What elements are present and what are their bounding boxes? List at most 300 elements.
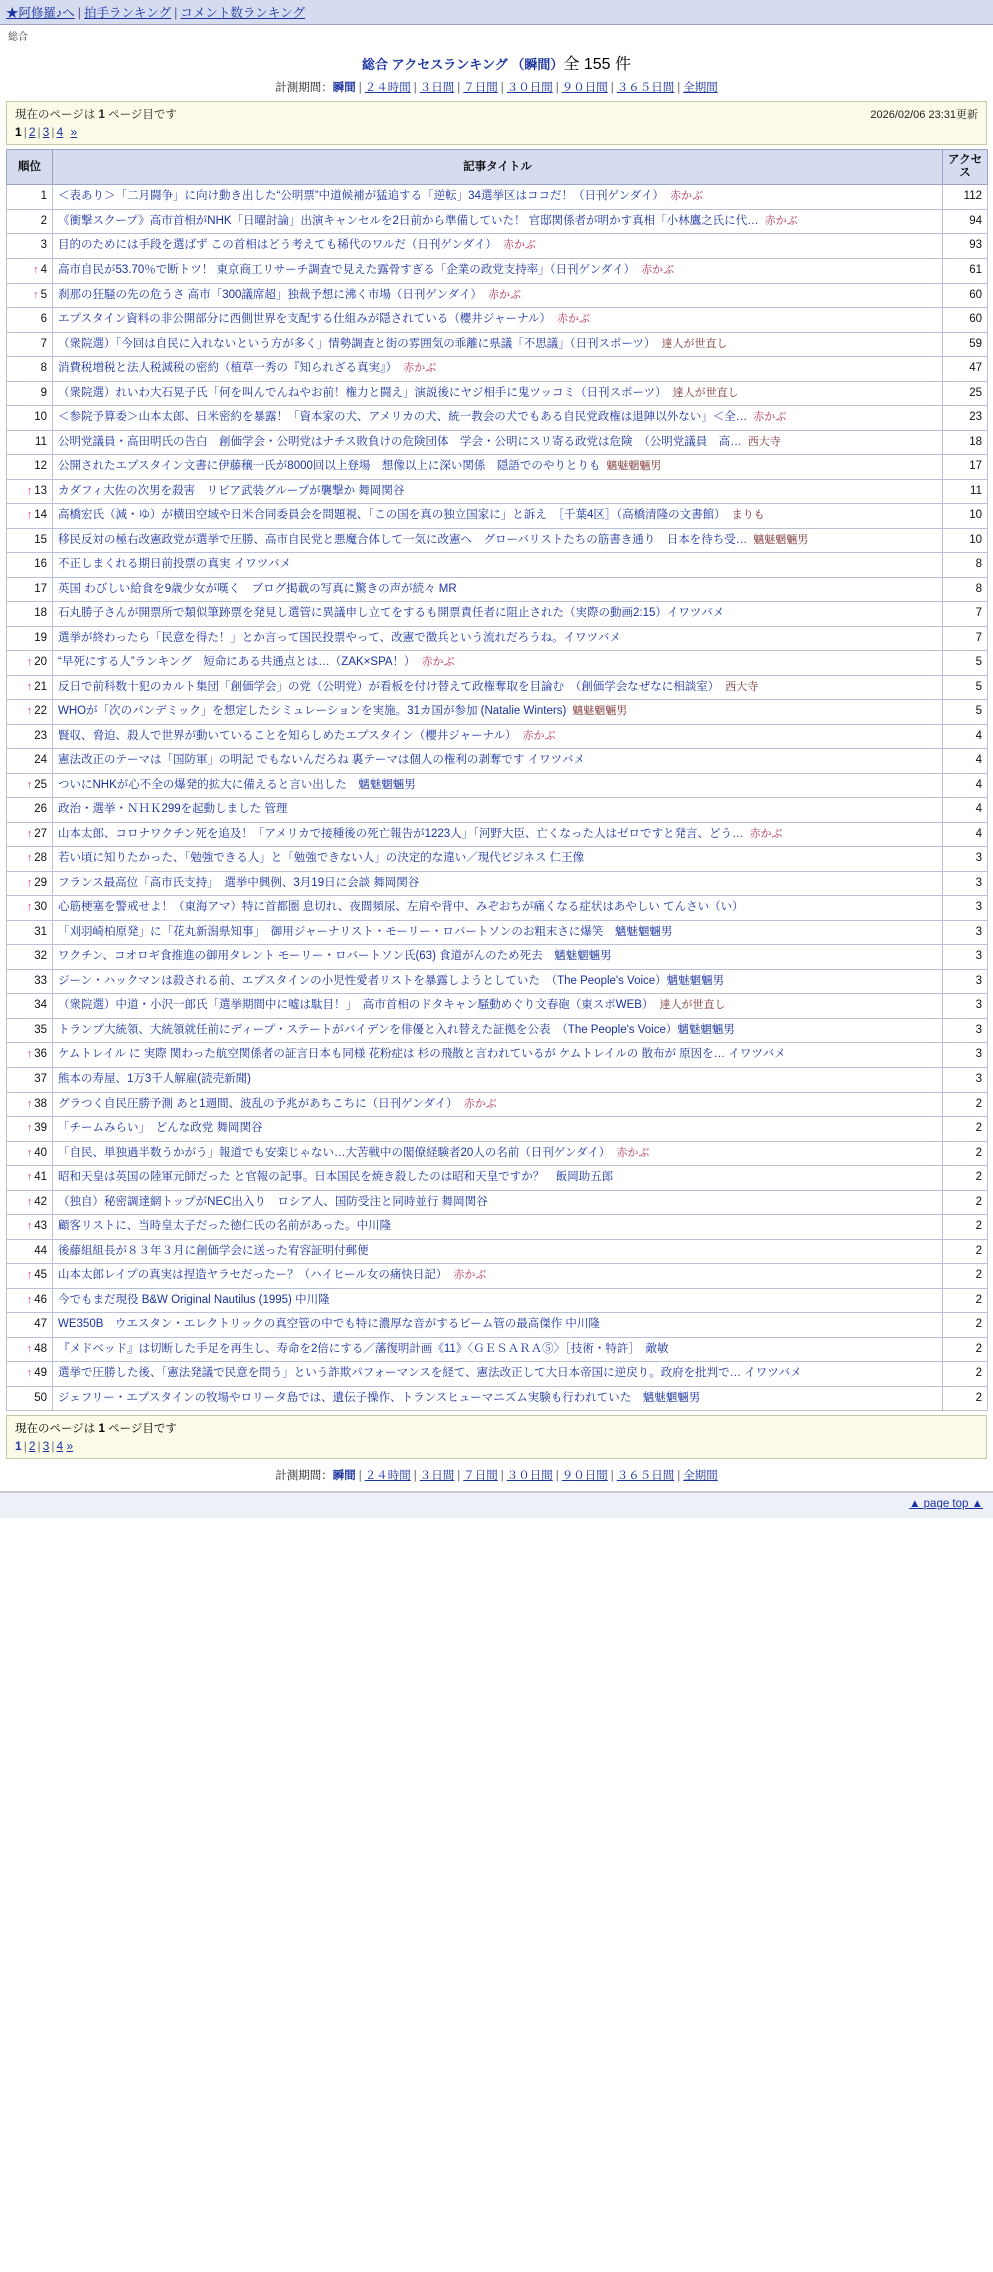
rank-up-arrow-icon: ↑ (26, 852, 33, 865)
page-title-wrap (0, 45, 993, 76)
access-count-cell: 7 (943, 602, 988, 627)
article-title-link[interactable]: 消費税増税と法人税減税の密約（植草一秀の『知られざる真実』） (58, 362, 398, 375)
title-cell (53, 994, 943, 1019)
period-bar: | (500, 82, 504, 94)
article-title-link[interactable]: ついにNHKが心不全の爆発的拡大に備えると言い出した 魑魅魍魎男 (58, 778, 416, 791)
title-cell (53, 1215, 943, 1240)
table-row (7, 479, 988, 504)
article-title-link[interactable]: ケムトレイル に 実際 関わった航空関係者の証言日本も同様 花粉症は 杉の飛散と言われているが ケムトレイルの 散布が 原因を… イワツバメ (58, 1048, 786, 1061)
rank-number: 36 (34, 1048, 47, 1061)
rank-number: 39 (34, 1122, 47, 1135)
table-row (7, 1337, 988, 1362)
rank-number: 21 (34, 680, 47, 693)
access-count-cell: 18 (943, 430, 988, 455)
title-cell (53, 381, 943, 406)
access-count-cell: 5 (943, 651, 988, 676)
period-option-365d[interactable]: ３６５日間 (616, 82, 675, 94)
article-author: 魑魅魍魎男 (753, 533, 809, 546)
article-title-link[interactable]: 顧客リストに、当時皇太子だった徳仁氏の名前があった。中川隆 (58, 1220, 392, 1233)
table-row (7, 675, 988, 700)
access-count-cell: 2 (943, 1117, 988, 1142)
article-author: 赤かぶ (670, 190, 704, 203)
pager-bar: | (51, 1439, 55, 1454)
update-timestamp: 2026/02/06 23:31更新 (870, 109, 978, 121)
table-row (7, 577, 988, 602)
column-header-access: アクセス (943, 150, 988, 185)
article-author: 赤かぶ (522, 729, 556, 742)
article-title-link[interactable]: 高橋宏氏（減・ゆ）が横田空域や日米合同委員会を問題視、「この国を真の独立国家に」と訴え ［千葉4区］（高橋清隆の文書館） (58, 509, 726, 522)
article-title-link[interactable]: 政治・選挙・ＮＨＫ299を起動しました 管理 (58, 803, 288, 816)
table-row (7, 1166, 988, 1191)
column-header-rank: 順位 (7, 150, 53, 185)
article-title-link[interactable]: トランプ大統領、大統領就任前にディープ・ステートがバイデンを俳優と入れ替えた証拠を公表 （The People's Voice）魑魅魍魎男 (58, 1023, 735, 1036)
article-title-link[interactable]: 目的のためには手段を選ばず この首相はどう考えても稀代のワルだ（日刊ゲンダイ） (58, 239, 497, 252)
access-count-cell: 4 (943, 798, 988, 823)
rank-cell (7, 553, 53, 578)
period-option-30d-bottom[interactable]: ３０日間 (506, 1470, 553, 1483)
breadcrumb: 総合 (8, 32, 28, 43)
title-cell (53, 798, 943, 823)
period-option-30d[interactable]: ３０日間 (506, 82, 553, 94)
article-title-link[interactable]: 選挙で圧勝した後、「憲法発議で民意を問う」という詐欺パフォーマンスを経て、憲法改正して大日本帝国に逆戻り。政府を批判で… イワツバメ (58, 1367, 802, 1380)
article-title-link[interactable]: ＜参院予算委＞山本太郎、日米密約を暴露！「資本家の犬、アメリカの犬、統一教会の犬でもある自民党政権は退陣以外ない」＜全… (58, 411, 748, 424)
period-selector-bottom (0, 1459, 993, 1489)
page-link-4-bottom[interactable]: 4 (56, 1439, 64, 1454)
period-option-all-bottom[interactable]: 全期間 (683, 1470, 718, 1483)
title-cell (53, 724, 943, 749)
article-title-link[interactable]: 熊本の寿屋、1万3千人解雇(読売新聞) (58, 1073, 251, 1085)
page-info-box-top (6, 101, 987, 145)
table-row (7, 1362, 988, 1387)
access-count-cell: 61 (943, 258, 988, 283)
rank-number: 6 (40, 313, 47, 326)
rank-cell (7, 504, 53, 529)
title-cell (53, 406, 943, 431)
title-cell (53, 1288, 943, 1313)
title-cell (53, 1117, 943, 1142)
rank-number: 32 (34, 950, 47, 963)
rank-cell (7, 626, 53, 651)
article-title-link[interactable]: ワクチン、コオロギ食推進の御用タレント モーリー・ロバートソン氏(63) 食道がんのため死去 魑魅魍魎男 (58, 950, 612, 963)
title-cell (53, 675, 943, 700)
access-count-cell: 94 (943, 209, 988, 234)
table-row (7, 381, 988, 406)
page-link-2-bottom[interactable]: 2 (28, 1439, 36, 1454)
access-count-cell: 8 (943, 553, 988, 578)
article-title-link[interactable]: WHOが「次のパンデミック」を想定したシミュレーションを実施。31カ国が参加 (Natalie Winters) (58, 705, 567, 718)
rank-up-arrow-icon: ↑ (26, 1195, 33, 1208)
page-link-4[interactable]: 4 (56, 125, 64, 139)
article-title-link[interactable]: 刹那の狂騒の先の危うさ 高市「300議席超」独裁予想に沸く市場（日刊ゲンダイ） (58, 288, 482, 301)
rank-up-arrow-icon: ↑ (26, 484, 33, 497)
period-option-3d[interactable]: ３日間 (419, 82, 455, 94)
period-bar: | (413, 82, 417, 94)
period-option-all[interactable]: 全期間 (683, 82, 718, 94)
page-info-box-bottom (6, 1415, 987, 1459)
title-cell (53, 577, 943, 602)
title-cell (53, 749, 943, 774)
period-label: 計測期間： (275, 82, 333, 94)
access-count-cell: 4 (943, 773, 988, 798)
table-row (7, 700, 988, 725)
table-row (7, 1043, 988, 1068)
access-count-cell: 11 (943, 479, 988, 504)
page-link-3[interactable]: 3 (42, 125, 50, 139)
rank-cell (7, 1018, 53, 1043)
rank-number: 25 (34, 778, 47, 791)
article-title-link[interactable]: 反日で前科数十犯のカルト集団「創価学会」の党（公明党）が看板を付け替えて政権奪取を目論む （創価学会なぜなに相談室） (58, 680, 720, 693)
rank-up-arrow-icon: ↑ (26, 827, 33, 840)
title-cell (53, 258, 943, 283)
table-row (7, 969, 988, 994)
access-count-cell: 2 (943, 1288, 988, 1313)
article-title-link[interactable]: ジーン・ハックマンは殺される前、エプスタインの小児性愛者リストを暴露しようとしていた （The People's Voice）魑魅魍魎男 (58, 974, 725, 987)
rank-number: 29 (34, 876, 47, 889)
article-title-link[interactable]: WE350B ウエスタン・エレクトリックの真空管の中でも特に濃厚な音がするビーム管の最高傑作 中川隆 (58, 1318, 600, 1331)
article-title-link[interactable]: 昭和天皇は英国の陸軍元師だった と官報の記事。日本国民を焼き殺したのは昭和天皇ですか？ 飯岡助五郎 (58, 1171, 614, 1184)
current-page-info (15, 106, 978, 122)
rank-cell (7, 1043, 53, 1068)
rank-number: 45 (34, 1269, 47, 1282)
title-cell (53, 1166, 943, 1191)
page-top-link[interactable]: ▲ page top ▲ (909, 1498, 983, 1511)
rank-number: 34 (34, 999, 47, 1012)
article-title-link[interactable]: 選挙が終わったら「民意を得た！」とか言って国民投票やって、改憲で徴兵という流れだろうね。イワツバメ (58, 631, 621, 644)
rank-number: 2 (40, 214, 47, 227)
rank-cell (7, 308, 53, 333)
access-count-cell: 3 (943, 969, 988, 994)
article-title-link[interactable]: （独自）秘密調達網トップがNEC出入り ロシア人、国防受注と同時並行 舞岡関谷 (58, 1195, 488, 1208)
access-count-cell: 3 (943, 1068, 988, 1093)
title-cell (53, 920, 943, 945)
table-row (7, 283, 988, 308)
article-title-link[interactable]: ＜表あり＞「二月闘争」に向け動き出した“公明票”中道候補が猛追する「逆転」34選挙区はココだ！（日刊ゲンダイ） (58, 190, 665, 203)
period-option-7d-bottom[interactable]: ７日間 (463, 1470, 498, 1483)
article-author: 赤かぶ (463, 1097, 497, 1110)
title-cell (53, 1068, 943, 1093)
rank-up-arrow-icon: ↑ (26, 1146, 33, 1159)
table-row (7, 945, 988, 970)
table-row (7, 773, 988, 798)
current-page-suffix: ページ目です (104, 109, 177, 121)
current-page-info-bottom (15, 1420, 978, 1436)
article-title-link[interactable]: 公開されたエプスタイン文書に伊藤穣一氏が8000回以上登場 想像以上に深い関係 隠語でのやりとりも (58, 460, 601, 473)
period-selector-top (0, 76, 993, 101)
rank-cell (7, 602, 53, 627)
rank-up-arrow-icon: ↑ (26, 1342, 33, 1355)
rank-number: 8 (40, 362, 47, 375)
title-cell (53, 847, 943, 872)
article-title-link[interactable]: 山本太郎、コロナワクチン死を追及！「アメリカで接種後の死亡報告が1223人」「河野大臣、亡くなった人はゼロですと発言、どう… (58, 827, 744, 840)
rank-cell (7, 994, 53, 1019)
table-row (7, 455, 988, 480)
title-cell (53, 430, 943, 455)
rank-cell (7, 1239, 53, 1264)
rank-cell (7, 724, 53, 749)
table-row (7, 1313, 988, 1338)
article-title-link[interactable]: グラつく自民圧勝予測 あと1週間、波乱の予兆があちこちに（日刊ゲンダイ） (58, 1097, 458, 1110)
rank-cell (7, 332, 53, 357)
table-row (7, 1215, 988, 1240)
period-option-24h-bottom[interactable]: ２４時間 (364, 1470, 411, 1483)
title-cell (53, 479, 943, 504)
article-title-link[interactable]: （衆院選）中道・小沢一郎氏「選挙期間中に嘘は駄目！」 高市首相のドタキャン騒動めぐり文春砲（東スポWEB） (58, 999, 654, 1012)
table-row (7, 357, 988, 382)
rank-number: 13 (34, 484, 47, 497)
article-author: 達人が世直し (659, 999, 726, 1012)
rank-up-arrow-icon: ↑ (26, 901, 33, 914)
rank-number: 7 (40, 337, 47, 350)
article-author: 魑魅魍魎男 (572, 705, 628, 718)
title-cell (53, 455, 943, 480)
title-cell (53, 626, 943, 651)
pagination-top (15, 125, 978, 139)
article-title-link[interactable]: 公明党議員・高田明氏の告白 創価学会・公明党はナチス敗負けの危険団体 学会・公明にスリ寄る政党は危険 （公明党議員 高… (58, 435, 742, 448)
access-count-cell: 2 (943, 1190, 988, 1215)
article-title-link[interactable]: フランス最高位「高市氏支持」 選挙中興例、3月19日に会談 舞岡関谷 (58, 876, 420, 889)
article-title-link[interactable]: 『メドベッド』は切断した手足を再生し、寿命を2倍にする／藩復明計画《11》〈ＧＥＳＡＲＡ⑤〉［技術・特許］ 敵敏 (58, 1342, 669, 1355)
pagination-bottom (15, 1439, 978, 1453)
access-count-cell: 4 (943, 724, 988, 749)
rank-number: 50 (34, 1391, 47, 1404)
nav-link-applause-ranking[interactable]: 拍手ランキング (84, 6, 172, 20)
rank-cell (7, 479, 53, 504)
rank-cell (7, 1386, 53, 1411)
title-cell (53, 504, 943, 529)
title-cell (53, 1362, 943, 1387)
access-count-cell: 25 (943, 381, 988, 406)
title-cell (53, 185, 943, 210)
access-count-cell: 3 (943, 871, 988, 896)
page-link-2[interactable]: 2 (28, 125, 36, 139)
rank-number: 28 (34, 852, 47, 865)
rank-up-arrow-icon: ↑ (26, 1097, 33, 1110)
pager-bar: | (23, 125, 27, 139)
rank-cell (7, 700, 53, 725)
rank-number: 18 (34, 607, 47, 620)
table-row (7, 896, 988, 921)
table-row (7, 994, 988, 1019)
nav-link-asyura[interactable]: ★阿修羅♪へ (6, 6, 75, 20)
period-bar: | (457, 82, 461, 94)
access-count-cell: 2 (943, 1386, 988, 1411)
table-row (7, 602, 988, 627)
access-count-cell: 2 (943, 1264, 988, 1289)
period-option-90d[interactable]: ９０日間 (561, 82, 608, 94)
title-cell (53, 969, 943, 994)
period-current-bottom: 瞬間 (332, 1470, 356, 1483)
rank-number: 26 (34, 803, 47, 816)
rank-number: 5 (40, 288, 47, 301)
table-row (7, 504, 988, 529)
article-author: 赤かぶ (403, 362, 437, 375)
rank-cell (7, 430, 53, 455)
nav-link-comment-ranking[interactable]: コメント数ランキング (180, 6, 306, 20)
access-count-cell: 47 (943, 357, 988, 382)
access-count-cell: 7 (943, 626, 988, 651)
article-author: まりも (731, 509, 765, 522)
page-link-next[interactable]: » (70, 125, 78, 139)
table-row (7, 1117, 988, 1142)
rank-cell (7, 1068, 53, 1093)
table-row (7, 1239, 988, 1264)
rank-up-arrow-icon: ↑ (26, 1171, 33, 1184)
article-title-link[interactable]: 不正しまくれる期日前投票の真実 イワツバメ (58, 558, 291, 571)
rank-number: 30 (34, 901, 47, 914)
title-cell (53, 822, 943, 847)
page-title: 総合 アクセスランキング （瞬間） (361, 57, 564, 72)
rank-cell (7, 283, 53, 308)
article-title-link[interactable]: カダフィ大佐の次男を殺害 リビア武装グループが襲撃か 舞岡関谷 (58, 484, 405, 497)
rank-number: 10 (34, 411, 47, 424)
article-title-link[interactable]: 賢収、脅迫、殺人で世界が動いていることを知らしめたエプスタイン（櫻井ジャーナル） (58, 729, 517, 742)
table-row (7, 1092, 988, 1117)
period-bar: | (555, 1470, 559, 1483)
rank-up-arrow-icon: ↑ (26, 1048, 33, 1061)
article-title-link[interactable]: 高市自民が53.70％で断トツ！ 東京商工リサーチ調査で見えた露骨すぎる「企業の政党支持率」（日刊ゲンダイ） (58, 263, 636, 276)
access-count-cell: 8 (943, 577, 988, 602)
article-title-link[interactable]: 心筋梗塞を警戒せよ！（東海アマ）特に首都圏 息切れ、夜間頻尿、左肩や背中、みぞおちが痛くなる症状はあやしい てんさい（い） (58, 901, 744, 914)
total-count: 全 155 件 (563, 56, 632, 73)
article-author: 赤かぶ (616, 1146, 650, 1159)
title-cell (53, 945, 943, 970)
rank-up-arrow-icon: ↑ (26, 778, 33, 791)
rank-up-arrow-icon: ↑ (26, 1220, 33, 1233)
rank-number: 42 (34, 1195, 47, 1208)
rank-cell (7, 455, 53, 480)
article-title-link[interactable]: 後藤組組長が８３年３月に創価学会に送った宥容証明付郵便 (58, 1244, 369, 1257)
rank-number: 33 (34, 974, 47, 987)
article-title-link[interactable]: 「チームみらい」 どんな政党 舞岡関谷 (58, 1122, 263, 1135)
title-cell (53, 283, 943, 308)
title-cell (53, 896, 943, 921)
access-count-cell: 3 (943, 1018, 988, 1043)
page-link-3-bottom[interactable]: 3 (42, 1439, 50, 1454)
title-cell (53, 308, 943, 333)
rank-number: 44 (34, 1244, 47, 1257)
article-author: 達人が世直し (661, 337, 728, 350)
page-link-next-bottom[interactable]: » (66, 1439, 74, 1454)
access-count-cell: 3 (943, 920, 988, 945)
access-count-cell: 5 (943, 675, 988, 700)
access-count-cell: 3 (943, 994, 988, 1019)
ranking-table (6, 149, 988, 1411)
title-cell (53, 1190, 943, 1215)
article-title-link[interactable]: 「刈羽崎柏原発」に「花丸新潟県知事」 御用ジャーナリスト・モーリー・ロバートソンのお粗末さに爆笑 魑魅魍魎男 (58, 925, 673, 938)
table-row (7, 651, 988, 676)
period-option-3d-bottom[interactable]: ３日間 (419, 1470, 455, 1483)
title-cell (53, 1239, 943, 1264)
table-row (7, 308, 988, 333)
article-title-link[interactable]: エプスタイン資料の非公開部分に西側世界を支配する仕組みが隠されている（櫻井ジャーナル） (58, 313, 551, 326)
rank-cell (7, 357, 53, 382)
period-bar: | (358, 1470, 362, 1483)
access-count-cell: 3 (943, 896, 988, 921)
pager-bar: | (37, 1439, 41, 1454)
nav-separator: | (174, 6, 178, 20)
period-option-90d-bottom[interactable]: ９０日間 (561, 1470, 608, 1483)
table-row (7, 406, 988, 431)
article-title-link[interactable]: （衆院選）れいわ大石晃子氏「何を叫んでんねやお前！権力と闘え」演説後にヤジ相手に鬼ツッコミ（日刊スポーツ） (58, 386, 667, 399)
article-title-link[interactable]: 若い頃に知りたかった、「勉強できる人」と「勉強できない人」の決定的な違い／現代ビジネス 仁王像 (58, 852, 585, 865)
rank-number: 14 (34, 509, 47, 522)
article-title-link[interactable]: 憲法改正のテーマは「国防軍」の明記 でもないんだろね 裏テーマは個人の権利の剥奪です イワツバメ (58, 754, 585, 767)
table-row (7, 185, 988, 210)
article-author: 赤かぶ (753, 411, 787, 424)
rank-number: 49 (34, 1367, 47, 1380)
rank-cell (7, 896, 53, 921)
table-row (7, 798, 988, 823)
article-title-link[interactable]: ジェフリー・エプスタインの牧場やロリータ島では、遺伝子操作、トランスヒューマニズム実験も行われていた 魑魅魍魎男 (58, 1391, 701, 1404)
article-title-link[interactable]: 山本太郎レイプの真実は捏造ヤラセだったー？（ハイヒール女の痛快日記） (58, 1269, 448, 1282)
article-title-link[interactable]: 英国 わびしい給食を9歳少女が嘆く ブログ掲載の写真に驚きの声が続々 MR (58, 582, 457, 595)
table-row (7, 920, 988, 945)
article-title-link[interactable]: 移民反対の極右改憲政党が選挙で圧勝、高市自民党と悪魔合体して一気に改憲へ グローバリストたちの筋書き通り 日本を待ち受… (58, 533, 748, 546)
article-author: 赤かぶ (764, 214, 798, 227)
rank-cell (7, 234, 53, 259)
access-count-cell: 2 (943, 1313, 988, 1338)
article-title-link[interactable]: 石丸勝子さんが開票所で類似筆跡票を発見し選管に異議申し立てをするも開票責任者に阻止された（実際の動画2:15）イワツバメ (58, 607, 725, 620)
period-option-7d[interactable]: ７日間 (463, 82, 498, 94)
rank-cell (7, 1190, 53, 1215)
column-header-title: 記事タイトル (53, 150, 943, 185)
title-cell (53, 1264, 943, 1289)
article-title-link[interactable]: 「自民、単独過半数うかがう」報道でも安楽じゃない…大苦戦中の閣僚経験者20人の名前（日刊ゲンダイ） (58, 1146, 611, 1159)
article-author: 赤かぶ (502, 239, 536, 252)
table-row (7, 1190, 988, 1215)
rank-number: 47 (34, 1318, 47, 1331)
article-title-link[interactable]: 《衝撃スクープ》高市首相がNHK「日曜討論」出演キャンセルを2日前から準備していた！ 官邸関係者が明かす真相「小林鷹之氏に代… (58, 214, 759, 227)
rank-number: 23 (34, 729, 47, 742)
period-bar: | (500, 1470, 504, 1483)
article-title-link[interactable]: “早死にする人”ランキング 短命にある共通点とは…（ZAK×SPA！） (58, 656, 416, 669)
article-author: 赤かぶ (641, 263, 675, 276)
access-count-cell: 93 (943, 234, 988, 259)
article-author: 赤かぶ (749, 827, 783, 840)
table-row (7, 553, 988, 578)
pager-bar: | (51, 125, 55, 139)
rank-number: 41 (34, 1171, 47, 1184)
period-bar: | (457, 1470, 461, 1483)
article-author: 西大寺 (747, 435, 781, 448)
title-cell (53, 1337, 943, 1362)
title-cell (53, 357, 943, 382)
article-author: 赤かぶ (421, 656, 455, 669)
access-count-cell: 2 (943, 1337, 988, 1362)
article-title-link[interactable]: 今でもまだ現役 B&W Original Nautilus (1995) 中川隆 (58, 1293, 330, 1306)
period-current: 瞬間 (332, 82, 356, 94)
rank-cell (7, 798, 53, 823)
article-title-link[interactable]: （衆院選）「今回は自民に入れないという方が多く」情勢調査と街の雰囲気の乖離に県議「不思議」（日刊スポーツ） (58, 337, 656, 350)
rank-cell (7, 1288, 53, 1313)
period-bar: | (610, 1470, 614, 1483)
rank-cell (7, 1141, 53, 1166)
page-1-current-bottom: 1 (15, 1439, 22, 1454)
article-author: 達人が世直し (672, 386, 739, 399)
period-option-24h[interactable]: ２４時間 (364, 82, 411, 94)
rank-up-arrow-icon: ↑ (26, 705, 33, 718)
period-bar: | (555, 82, 559, 94)
rank-number: 40 (34, 1146, 47, 1159)
rank-number: 48 (34, 1342, 47, 1355)
access-count-cell: 10 (943, 528, 988, 553)
period-option-365d-bottom[interactable]: ３６５日間 (616, 1470, 675, 1483)
table-row (7, 871, 988, 896)
rank-up-arrow-icon: ↑ (26, 509, 33, 522)
rank-up-arrow-icon: ↑ (26, 1269, 33, 1282)
title-cell (53, 332, 943, 357)
rank-number: 24 (34, 754, 47, 767)
